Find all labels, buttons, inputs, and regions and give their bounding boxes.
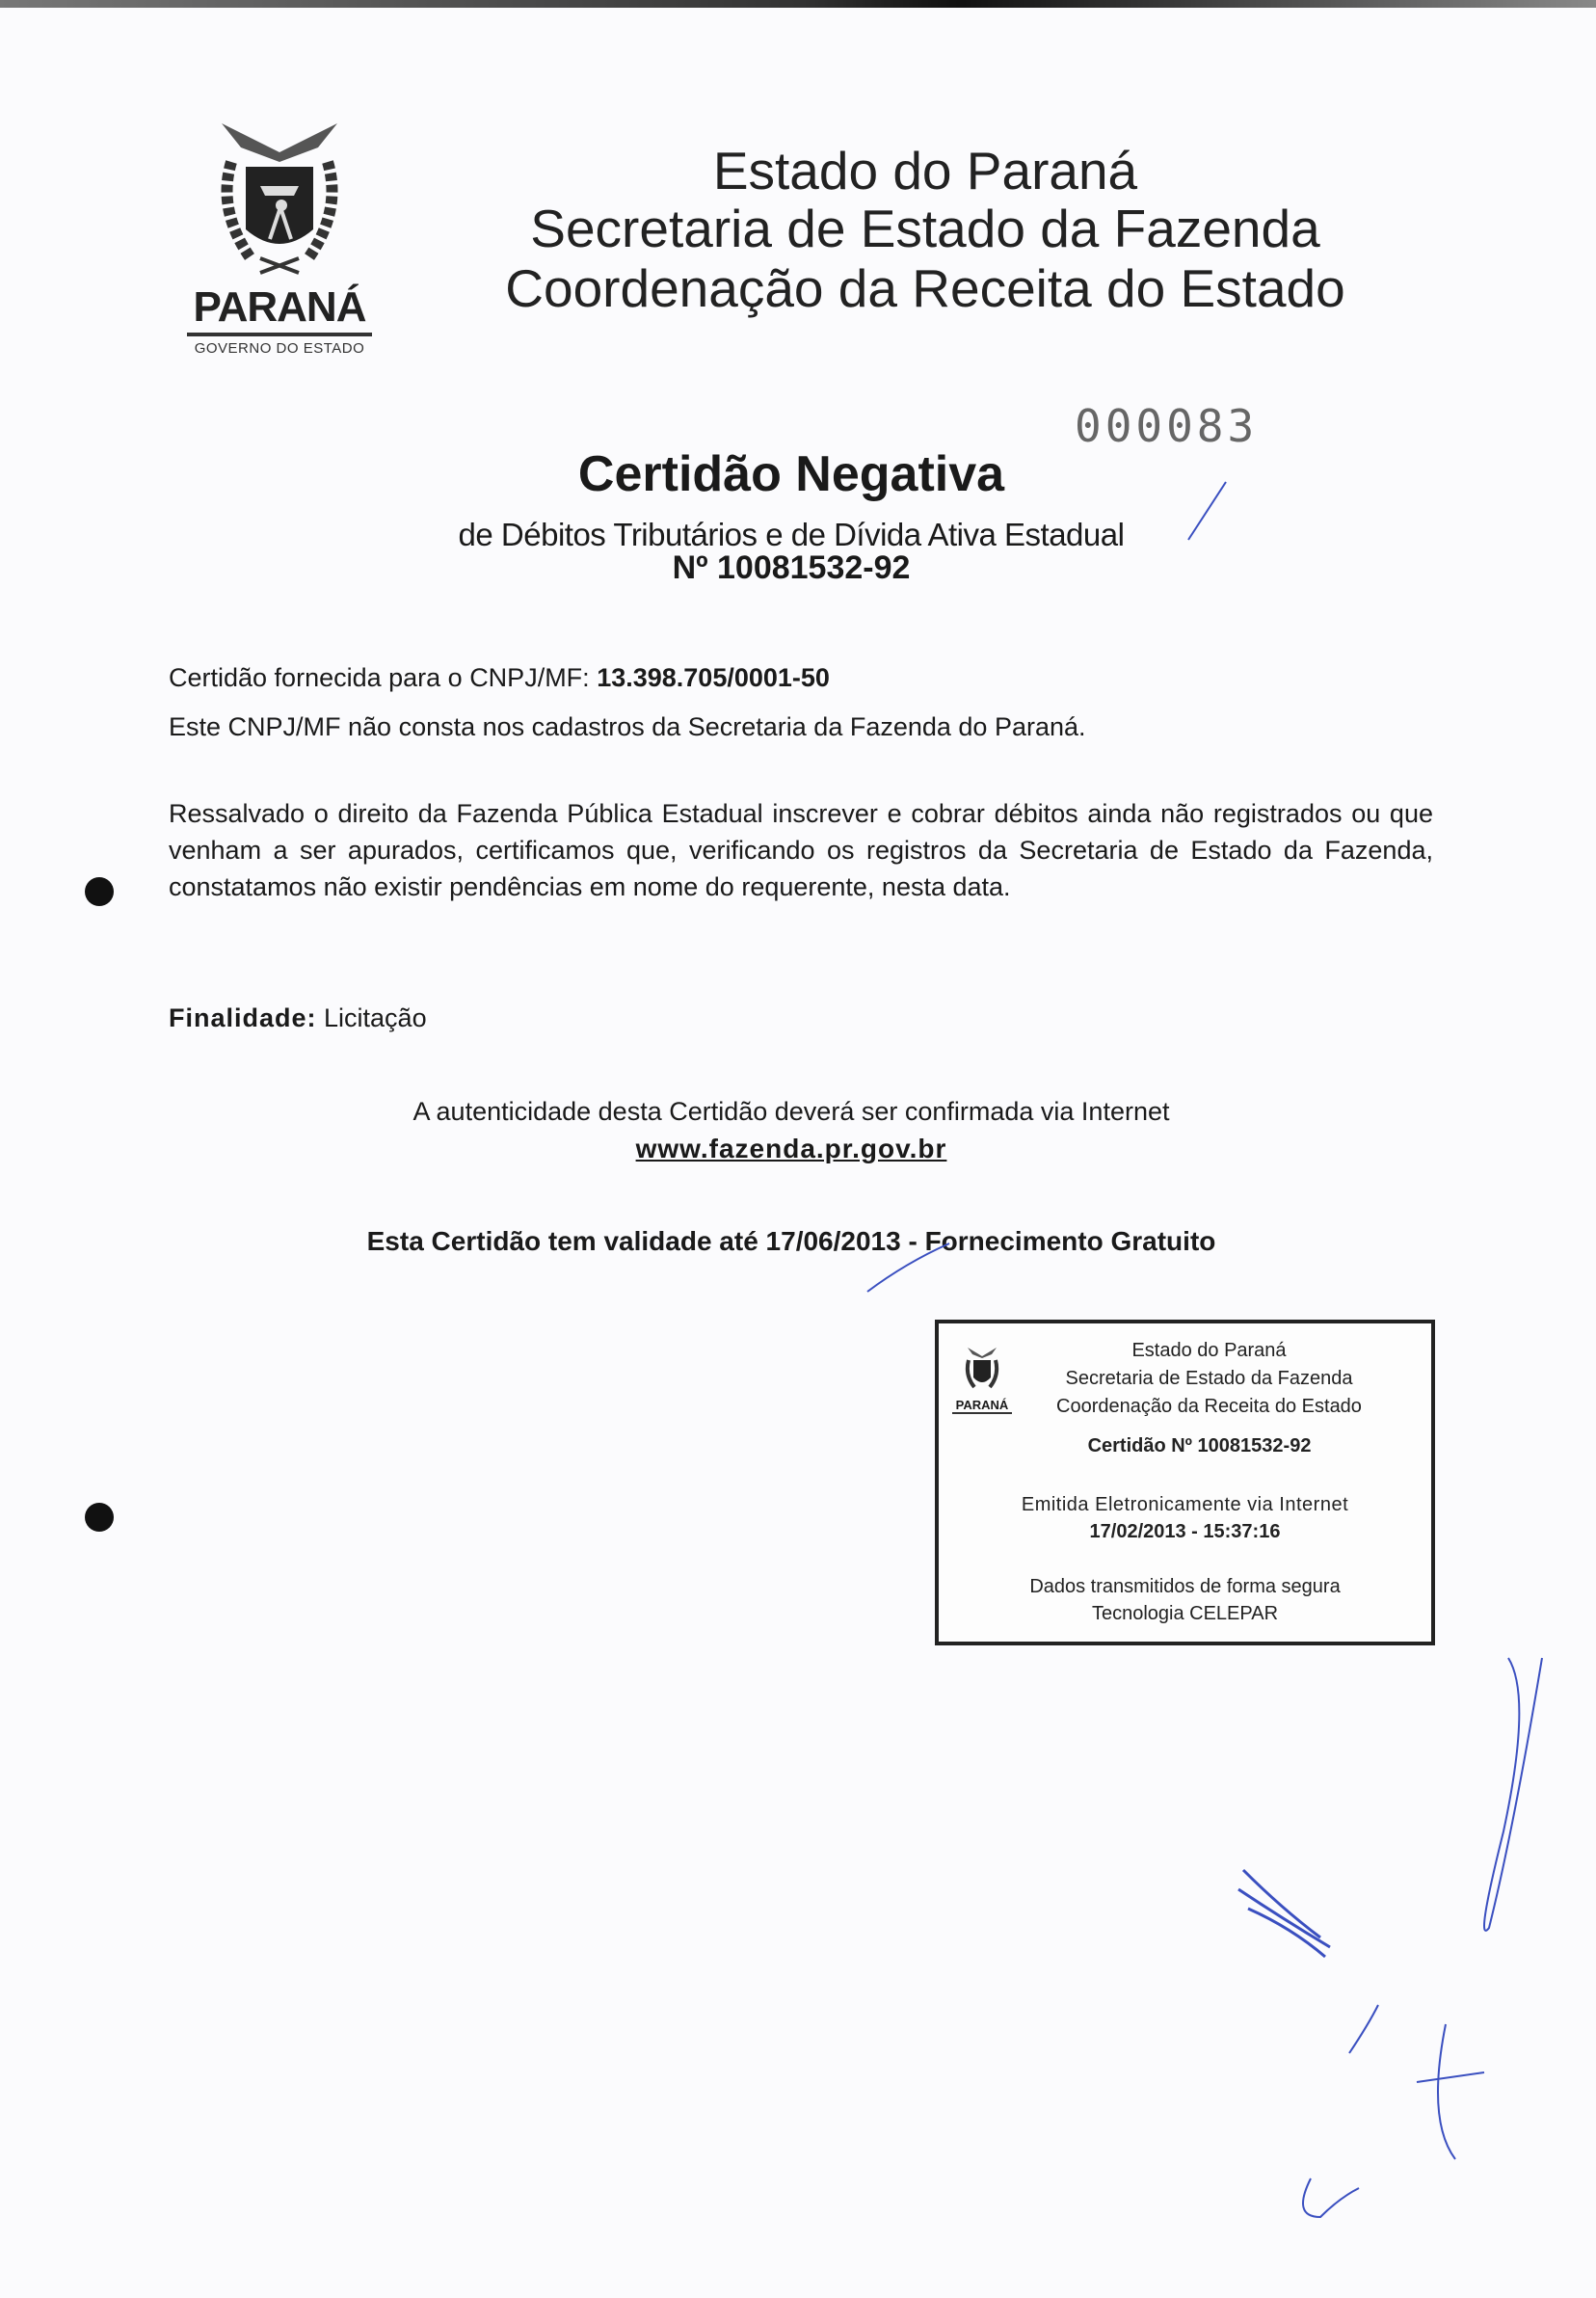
signature (1484, 1658, 1542, 1931)
seal-line-secretariat: Secretaria de Estado da Fazenda (1065, 1368, 1353, 1389)
page-stamp-number: 000083 (1075, 400, 1259, 452)
seal-cert-number: Certidão Nº 10081532-92 (1087, 1435, 1312, 1456)
purpose-value: Licitação (324, 1003, 427, 1032)
certificate-number: Nº 10081532-92 (672, 549, 911, 586)
initials (1303, 2178, 1359, 2217)
validity-text: Esta Certidão tem validade até 17/06/2013 - Fornecimento Gratuito (366, 1226, 1216, 1256)
purpose-label: Finalidade: (169, 1003, 317, 1032)
initials (1349, 2005, 1484, 2159)
cnpj-value: 13.398.705/0001-50 (597, 663, 830, 692)
seal-line-coordination: Coordenação da Receita do Estado (1056, 1396, 1362, 1417)
logo-subtitle: GOVERNO DO ESTADO (194, 340, 365, 357)
seal-secure: Dados transmitidos de forma segura (1029, 1576, 1341, 1597)
seal-logo-name: PARANÁ (952, 1398, 1012, 1414)
header-line-coordination: Coordenação da Receita do Estado (505, 258, 1345, 318)
check-mark (1188, 482, 1226, 540)
verification-link[interactable]: www.fazenda.pr.gov.br (635, 1134, 947, 1163)
seal-datetime: 17/02/2013 - 15:37:16 (1089, 1521, 1281, 1542)
certificate-subtitle: de Débitos Tributários e de Dívida Ativa Estadual (458, 517, 1125, 552)
not-registered-text: Este CNPJ/MF não consta nos cadastros da Secretaria da Fazenda do Paraná. (169, 712, 1086, 741)
seal-line-state: Estado do Paraná (1131, 1340, 1287, 1361)
cnpj-label: Certidão fornecida para o CNPJ/MF: (169, 663, 590, 692)
authenticity-text: A autenticidade desta Certidão deverá ser confirmada via Internet (412, 1097, 1170, 1126)
certification-paragraph: Ressalvado o direito da Fazenda Pública Estadual inscrever e cobrar débitos ainda não registrados ou que venham a ser apurados, certificamos que, verificando os registros da Secretaria de Estado da Fazenda, constatamos não existir pendências em nome do requerente, nesta data. (169, 799, 1433, 901)
certificate-title: Certidão Negativa (577, 446, 1005, 502)
check-mark (867, 1243, 949, 1292)
header-line-state: Estado do Paraná (712, 141, 1138, 200)
logo-name: PARANÁ (193, 283, 366, 331)
seal-emitted: Emitida Eletronicamente via Internet (1021, 1494, 1349, 1515)
seal-tech: Tecnologia CELEPAR (1091, 1603, 1279, 1624)
signature (1238, 1870, 1330, 1957)
header-line-secretariat: Secretaria de Estado da Fazenda (530, 199, 1320, 258)
